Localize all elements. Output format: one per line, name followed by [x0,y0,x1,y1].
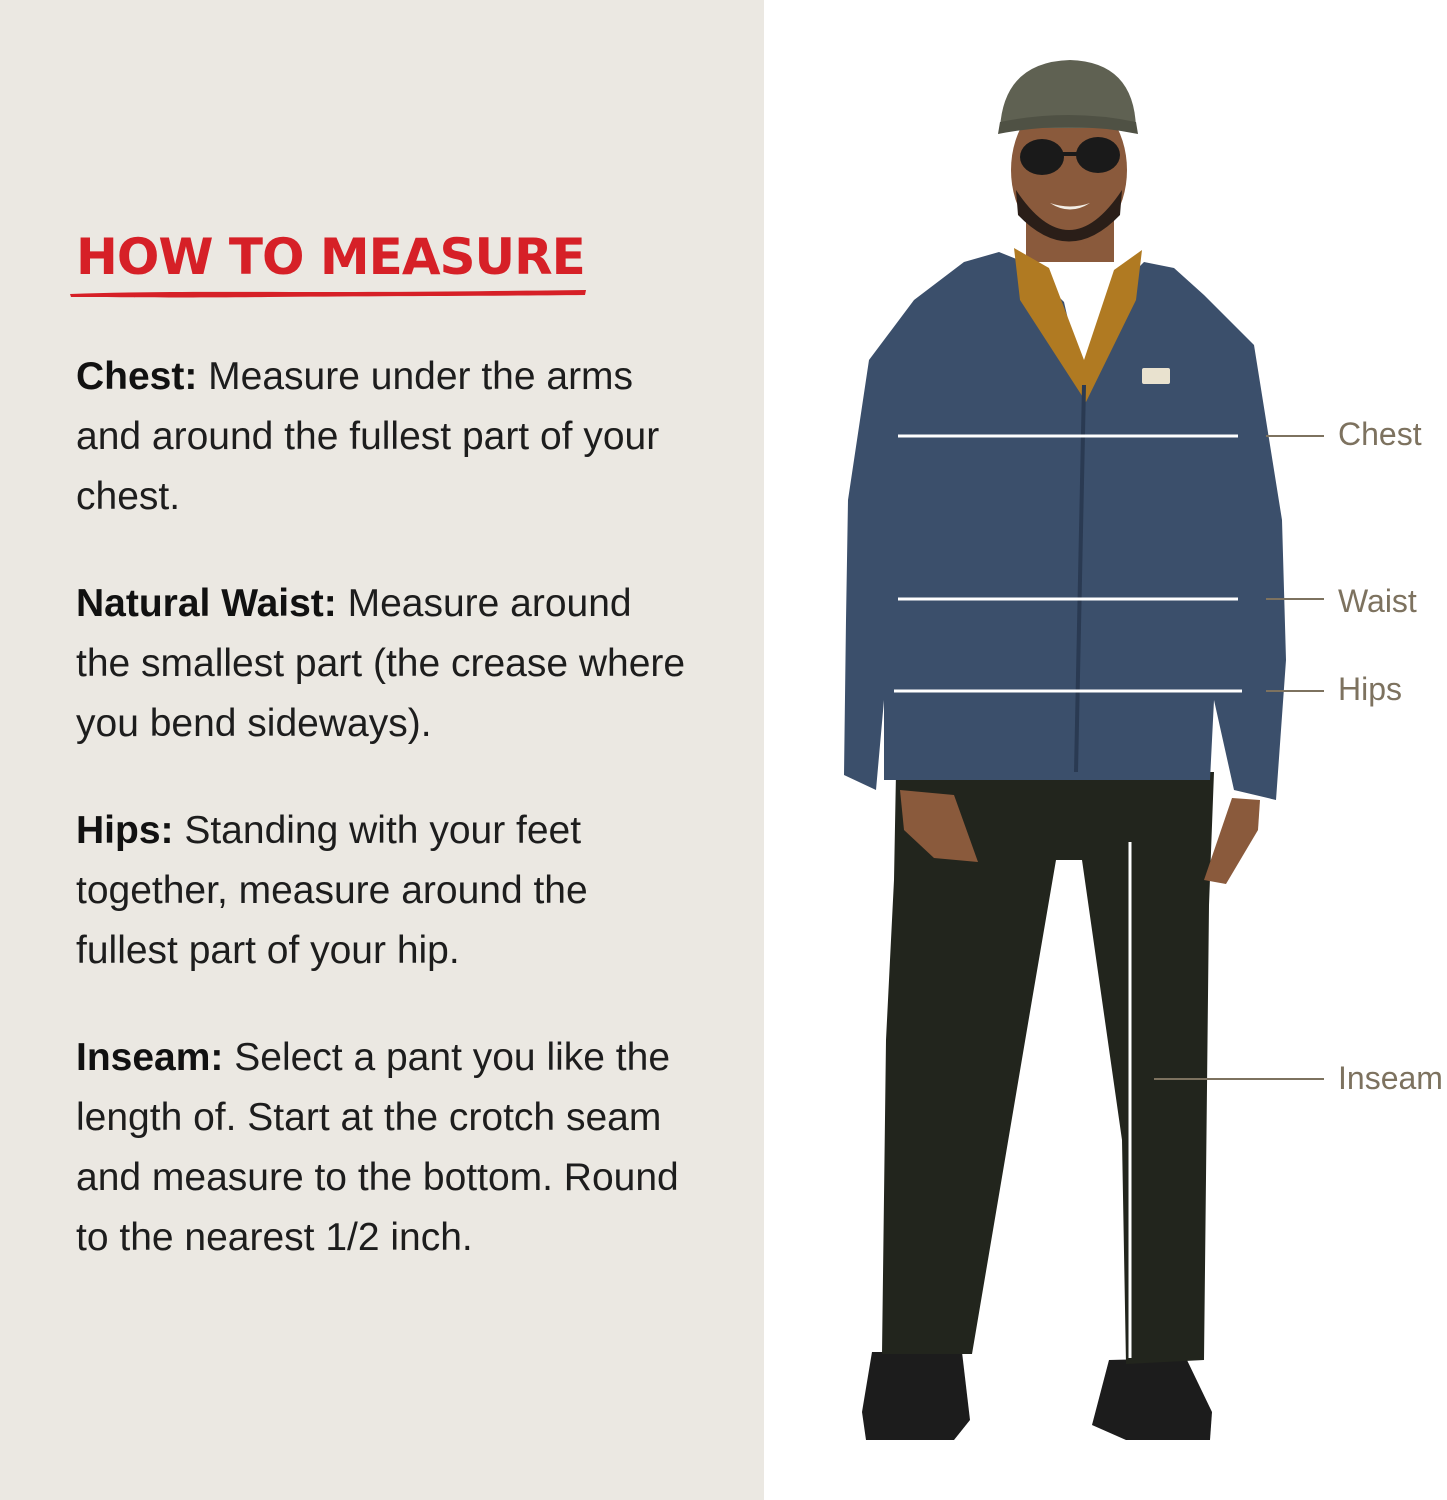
sunglasses-right-lens [1076,137,1120,173]
title-underline [68,287,588,299]
page-title: HOW TO MEASURE [76,228,585,286]
model-photo-panel [764,0,1447,1500]
instruction-inseam [76,1028,696,1268]
model-figure [764,0,1447,1500]
instruction-chest [76,347,696,527]
instruction-term: Natural Waist: [76,582,337,625]
callout-hips-label: Hips [1338,671,1403,707]
instruction-term: Inseam: [76,1036,224,1079]
left-shoe [862,1352,970,1440]
instruction-term: Hips: [76,809,174,852]
callout-chest-label: Chest [1338,416,1422,452]
right-shoe [1092,1358,1212,1440]
instruction-hips [76,801,696,981]
pants [882,772,1214,1364]
instruction-text: Standing with your feet together, measure around the fullest part of your hip. [76,809,588,972]
instruction-text: Select a pant you like the length of. Start at the crotch seam and measure to the bottom. Round to the nearest 1/2 inch. [76,1036,679,1259]
instruction-natural-waist [76,574,696,754]
jacket-logo [1142,368,1170,384]
instruction-list [76,347,696,1315]
instruction-term: Chest: [76,355,198,398]
sunglasses-left-lens [1020,139,1064,175]
instruction-text: Measure under the arms and around the fullest part of your chest. [76,355,660,518]
callout-waist-label: Waist [1338,583,1417,619]
instruction-text: Measure around the smallest part (the crease where you bend sideways). [76,582,686,745]
callout-inseam-label: Inseam [1338,1060,1443,1096]
